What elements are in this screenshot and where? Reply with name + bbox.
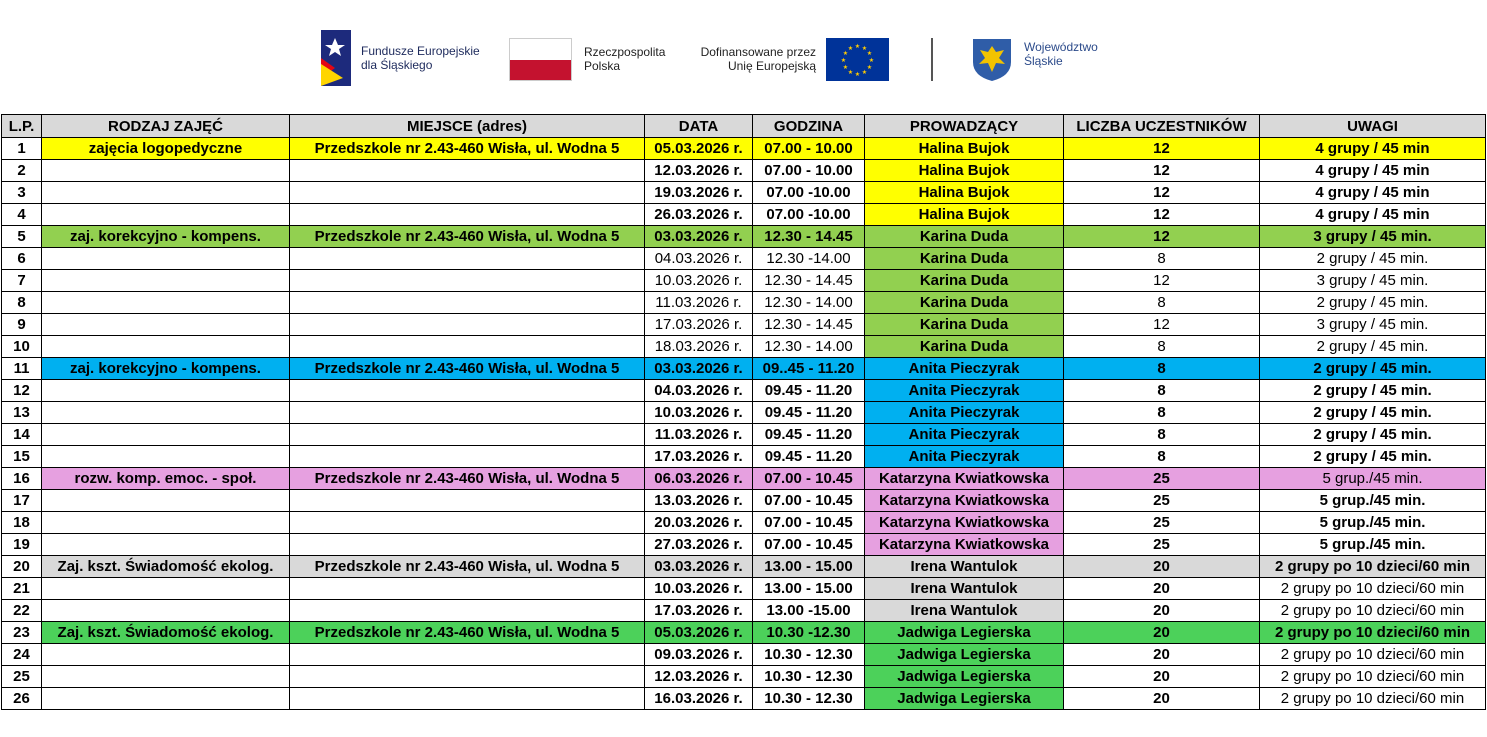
lp-cell: 14	[2, 424, 42, 446]
miejsce-cell	[290, 314, 645, 336]
prowadzacy-cell: Anita Pieczyrak	[865, 424, 1064, 446]
lp-cell: 26	[2, 688, 42, 710]
prowadzacy-cell: Karina Duda	[865, 336, 1064, 358]
prowadzacy-cell: Jadwiga Legierska	[865, 622, 1064, 644]
prowadzacy-cell: Anita Pieczyrak	[865, 380, 1064, 402]
table-row	[2, 688, 1486, 710]
liczba-cell: 12	[1064, 182, 1260, 204]
lp-cell: 13	[2, 402, 42, 424]
rodzaj-cell	[42, 182, 290, 204]
rp-line1: Rzeczpospolita	[584, 45, 666, 59]
svg-text:★: ★	[861, 45, 868, 52]
svg-text:★: ★	[866, 50, 873, 57]
lp-cell: 5	[2, 226, 42, 248]
miejsce-cell	[290, 688, 645, 710]
godzina-cell: 12.30 - 14.00	[753, 292, 865, 314]
logo-bar	[0, 0, 1487, 113]
prowadzacy-cell: Katarzyna Kwiatkowska	[865, 534, 1064, 556]
table-row	[2, 556, 1486, 578]
rodzaj-cell	[42, 314, 290, 336]
table-row	[2, 248, 1486, 270]
miejsce-cell	[290, 402, 645, 424]
liczba-cell: 8	[1064, 446, 1260, 468]
liczba-cell: 20	[1064, 578, 1260, 600]
fe-line1: Fundusze Europejskie	[361, 44, 480, 58]
uwagi-cell: 3 grupy / 45 min.	[1260, 226, 1486, 248]
data-cell: 03.03.2026 r.	[645, 358, 753, 380]
godzina-cell: 12.30 -14.00	[753, 248, 865, 270]
svg-text:★: ★	[854, 43, 861, 50]
table-row	[2, 622, 1486, 644]
liczba-cell: 8	[1064, 358, 1260, 380]
miejsce-cell	[290, 336, 645, 358]
svg-text:★: ★	[868, 57, 875, 64]
table-row	[2, 204, 1486, 226]
uwagi-cell: 2 grupy / 45 min.	[1260, 380, 1486, 402]
liczba-cell: 25	[1064, 468, 1260, 490]
uwagi-cell: 2 grupy / 45 min.	[1260, 336, 1486, 358]
uwagi-cell: 2 grupy po 10 dzieci/60 min	[1260, 644, 1486, 666]
miejsce-cell	[290, 578, 645, 600]
godzina-cell: 12.30 - 14.45	[753, 314, 865, 336]
svg-text:★: ★	[847, 69, 854, 76]
data-cell: 18.03.2026 r.	[645, 336, 753, 358]
lp-cell: 22	[2, 600, 42, 622]
godzina-cell: 07.00 - 10.00	[753, 160, 865, 182]
lp-cell: 20	[2, 556, 42, 578]
svg-text:★: ★	[847, 45, 854, 52]
data-cell: 06.03.2026 r.	[645, 468, 753, 490]
table-row	[2, 226, 1486, 248]
lp-cell: 9	[2, 314, 42, 336]
miejsce-cell	[290, 204, 645, 226]
prowadzacy-cell: Katarzyna Kwiatkowska	[865, 468, 1064, 490]
uwagi-cell: 2 grupy po 10 dzieci/60 min	[1260, 600, 1486, 622]
rp-line2: Polska	[584, 59, 621, 73]
liczba-cell: 8	[1064, 424, 1260, 446]
rp-logo-text	[584, 45, 665, 73]
svg-text:★: ★	[842, 50, 849, 57]
table-row	[2, 160, 1486, 182]
rodzaj-cell: zajęcia logopedyczne	[42, 138, 290, 160]
table-row	[2, 424, 1486, 446]
miejsce-header: MIEJSCE (adres)	[290, 115, 645, 138]
godzina-cell: 10.30 -12.30	[753, 622, 865, 644]
uwagi-cell: 3 grupy / 45 min.	[1260, 314, 1486, 336]
uwagi-cell: 3 grupy / 45 min.	[1260, 270, 1486, 292]
uwagi-cell: 5 grup./45 min.	[1260, 468, 1486, 490]
lp-cell: 24	[2, 644, 42, 666]
lp-cell: 23	[2, 622, 42, 644]
uwagi-cell: 2 grupy po 10 dzieci/60 min	[1260, 578, 1486, 600]
godzina-cell: 13.00 - 15.00	[753, 556, 865, 578]
data-cell: 17.03.2026 r.	[645, 600, 753, 622]
godzina-cell: 07.00 - 10.45	[753, 468, 865, 490]
liczba-cell: 12	[1064, 226, 1260, 248]
data-cell: 12.03.2026 r.	[645, 666, 753, 688]
ws-line1: Województwo	[1024, 40, 1098, 54]
data-cell: 10.03.2026 r.	[645, 402, 753, 424]
rodzaj-cell	[42, 248, 290, 270]
lp-cell: 1	[2, 138, 42, 160]
svg-text:★: ★	[866, 64, 873, 71]
liczba-cell: 20	[1064, 622, 1260, 644]
prowadzacy-cell: Karina Duda	[865, 226, 1064, 248]
uwagi-cell: 2 grupy po 10 dzieci/60 min	[1260, 688, 1486, 710]
godzina-cell: 09.45 - 11.20	[753, 380, 865, 402]
godzina-cell: 07.00 - 10.45	[753, 512, 865, 534]
prowadzacy-cell: Jadwiga Legierska	[865, 688, 1064, 710]
table-row	[2, 314, 1486, 336]
data-cell: 19.03.2026 r.	[645, 182, 753, 204]
data-cell: 11.03.2026 r.	[645, 424, 753, 446]
liczba-cell: 25	[1064, 534, 1260, 556]
liczba-cell: 8	[1064, 248, 1260, 270]
uwagi-cell: 2 grupy / 45 min.	[1260, 424, 1486, 446]
rodzaj-cell: Zaj. kszt. Świadomość ekolog.	[42, 556, 290, 578]
godzina-cell: 10.30 - 12.30	[753, 688, 865, 710]
rodzaj-cell	[42, 380, 290, 402]
table-row	[2, 468, 1486, 490]
data-header: DATA	[645, 115, 753, 138]
prowadzacy-cell: Irena Wantulok	[865, 600, 1064, 622]
miejsce-cell: Przedszkole nr 2.43-460 Wisła, ul. Wodna 5	[290, 556, 645, 578]
table-row	[2, 512, 1486, 534]
godzina-cell: 10.30 - 12.30	[753, 666, 865, 688]
data-cell: 20.03.2026 r.	[645, 512, 753, 534]
prowadzacy-cell: Halina Bujok	[865, 160, 1064, 182]
lp-cell: 4	[2, 204, 42, 226]
miejsce-cell: Przedszkole nr 2.43-460 Wisła, ul. Wodna 5	[290, 622, 645, 644]
table-row	[2, 666, 1486, 688]
prowadzacy-cell: Katarzyna Kwiatkowska	[865, 512, 1064, 534]
rodzaj-cell	[42, 688, 290, 710]
lp-cell: 10	[2, 336, 42, 358]
liczba-cell: 8	[1064, 402, 1260, 424]
prowadzacy-cell: Katarzyna Kwiatkowska	[865, 490, 1064, 512]
table-row	[2, 578, 1486, 600]
data-cell: 10.03.2026 r.	[645, 578, 753, 600]
prowadzacy-cell: Anita Pieczyrak	[865, 402, 1064, 424]
lp-cell: 8	[2, 292, 42, 314]
rodzaj-cell	[42, 424, 290, 446]
silesia-coat-of-arms-icon	[972, 38, 1012, 82]
uwagi-header: UWAGI	[1260, 115, 1486, 138]
godzina-cell: 09.45 - 11.20	[753, 424, 865, 446]
prowadzacy-cell: Jadwiga Legierska	[865, 666, 1064, 688]
godzina-cell: 12.30 - 14.00	[753, 336, 865, 358]
prowadzacy-cell: Anita Pieczyrak	[865, 358, 1064, 380]
table-row	[2, 336, 1486, 358]
rodzaj-cell	[42, 666, 290, 688]
liczba-cell: 20	[1064, 600, 1260, 622]
miejsce-cell	[290, 600, 645, 622]
rodzaj-cell	[42, 446, 290, 468]
lp-cell: 3	[2, 182, 42, 204]
liczba-cell: 12	[1064, 204, 1260, 226]
table-row	[2, 644, 1486, 666]
rodzaj-cell: zaj. korekcyjno - kompens.	[42, 358, 290, 380]
liczba-cell: 25	[1064, 490, 1260, 512]
rodzaj-header: RODZAJ ZAJĘĆ	[42, 115, 290, 138]
godzina-cell: 13.00 -15.00	[753, 600, 865, 622]
lp-cell: 7	[2, 270, 42, 292]
fe-logo-icon	[321, 30, 351, 86]
data-cell: 03.03.2026 r.	[645, 556, 753, 578]
data-cell: 05.03.2026 r.	[645, 138, 753, 160]
lp-cell: 16	[2, 468, 42, 490]
svg-text:★: ★	[842, 64, 849, 71]
ws-logo-text	[1024, 40, 1098, 68]
fe-logo-text	[361, 44, 480, 72]
data-cell: 17.03.2026 r.	[645, 314, 753, 336]
uwagi-cell: 5 grup./45 min.	[1260, 512, 1486, 534]
data-cell: 11.03.2026 r.	[645, 292, 753, 314]
miejsce-cell	[290, 160, 645, 182]
prowadzacy-cell: Irena Wantulok	[865, 556, 1064, 578]
liczba-cell: 8	[1064, 380, 1260, 402]
godzina-cell: 07.00 - 10.00	[753, 138, 865, 160]
miejsce-cell: Przedszkole nr 2.43-460 Wisła, ul. Wodna 5	[290, 468, 645, 490]
miejsce-cell	[290, 380, 645, 402]
godzina-cell: 07.00 -10.00	[753, 182, 865, 204]
liczba-cell: 12	[1064, 270, 1260, 292]
uwagi-cell: 4 grupy / 45 min	[1260, 138, 1486, 160]
prowadzacy-cell: Irena Wantulok	[865, 578, 1064, 600]
miejsce-cell	[290, 292, 645, 314]
uwagi-cell: 4 grupy / 45 min	[1260, 160, 1486, 182]
fe-line2: dla Śląskiego	[361, 58, 433, 72]
uwagi-cell: 2 grupy / 45 min.	[1260, 358, 1486, 380]
godzina-cell: 10.30 - 12.30	[753, 644, 865, 666]
rodzaj-cell	[42, 578, 290, 600]
prowadzacy-cell: Karina Duda	[865, 270, 1064, 292]
liczba-cell: 20	[1064, 644, 1260, 666]
lp-cell: 17	[2, 490, 42, 512]
rodzaj-cell	[42, 490, 290, 512]
table-row	[2, 600, 1486, 622]
godzina-cell: 07.00 - 10.45	[753, 534, 865, 556]
rodzaj-cell	[42, 204, 290, 226]
rodzaj-cell	[42, 512, 290, 534]
svg-text:★: ★	[861, 69, 868, 76]
liczba-cell: 20	[1064, 666, 1260, 688]
eu-line1: Dofinansowane przez	[700, 45, 816, 59]
eu-line2: Unię Europejską	[727, 59, 816, 73]
prowadzacy-cell: Karina Duda	[865, 314, 1064, 336]
uwagi-cell: 2 grupy po 10 dzieci/60 min	[1260, 622, 1486, 644]
liczba-cell: 12	[1064, 314, 1260, 336]
data-cell: 12.03.2026 r.	[645, 160, 753, 182]
uwagi-cell: 2 grupy / 45 min.	[1260, 402, 1486, 424]
uwagi-cell: 2 grupy po 10 dzieci/60 min	[1260, 666, 1486, 688]
lp-cell: 19	[2, 534, 42, 556]
rodzaj-cell	[42, 600, 290, 622]
table-row	[2, 270, 1486, 292]
lp-cell: 21	[2, 578, 42, 600]
table-row	[2, 534, 1486, 556]
table-row	[2, 138, 1486, 160]
liczba-cell: 12	[1064, 160, 1260, 182]
lp-cell: 15	[2, 446, 42, 468]
miejsce-cell	[290, 446, 645, 468]
godzina-cell: 13.00 - 15.00	[753, 578, 865, 600]
poland-flag-icon	[509, 38, 572, 81]
uwagi-cell: 5 grup./45 min.	[1260, 490, 1486, 512]
lp-cell: 12	[2, 380, 42, 402]
godzina-cell: 09..45 - 11.20	[753, 358, 865, 380]
data-cell: 09.03.2026 r.	[645, 644, 753, 666]
schedule-table	[1, 114, 1486, 710]
table-row	[2, 358, 1486, 380]
svg-text:★: ★	[854, 71, 861, 78]
data-cell: 26.03.2026 r.	[645, 204, 753, 226]
table-row	[2, 446, 1486, 468]
prowadzacy-cell: Halina Bujok	[865, 138, 1064, 160]
lp-cell: 25	[2, 666, 42, 688]
godzina-cell: 07.00 - 10.45	[753, 490, 865, 512]
lp-header: L.P.	[2, 115, 42, 138]
prowadzacy-cell: Karina Duda	[865, 292, 1064, 314]
prowadzacy-cell: Halina Bujok	[865, 204, 1064, 226]
uwagi-cell: 2 grupy / 45 min.	[1260, 248, 1486, 270]
uwagi-cell: 2 grupy / 45 min.	[1260, 292, 1486, 314]
liczba-cell: 20	[1064, 556, 1260, 578]
data-cell: 05.03.2026 r.	[645, 622, 753, 644]
uwagi-cell: 5 grup./45 min.	[1260, 534, 1486, 556]
data-cell: 16.03.2026 r.	[645, 688, 753, 710]
rodzaj-cell	[42, 644, 290, 666]
uwagi-cell: 2 grupy po 10 dzieci/60 min	[1260, 556, 1486, 578]
data-cell: 10.03.2026 r.	[645, 270, 753, 292]
svg-text:★: ★	[840, 57, 847, 64]
rodzaj-cell	[42, 336, 290, 358]
miejsce-cell	[290, 512, 645, 534]
miejsce-cell	[290, 666, 645, 688]
uwagi-cell: 4 grupy / 45 min	[1260, 182, 1486, 204]
data-cell: 04.03.2026 r.	[645, 380, 753, 402]
data-cell: 13.03.2026 r.	[645, 490, 753, 512]
miejsce-cell: Przedszkole nr 2.43-460 Wisła, ul. Wodna 5	[290, 138, 645, 160]
godzina-cell: 07.00 -10.00	[753, 204, 865, 226]
table-row	[2, 380, 1486, 402]
table-row	[2, 402, 1486, 424]
lp-cell: 6	[2, 248, 42, 270]
miejsce-cell	[290, 248, 645, 270]
uwagi-cell: 2 grupy / 45 min.	[1260, 446, 1486, 468]
rodzaj-cell: zaj. korekcyjno - kompens.	[42, 226, 290, 248]
godzina-cell: 12.30 - 14.45	[753, 270, 865, 292]
liczba-cell: 8	[1064, 292, 1260, 314]
prowadzacy-cell: Halina Bujok	[865, 182, 1064, 204]
lp-cell: 2	[2, 160, 42, 182]
godzina-cell: 09.45 - 11.20	[753, 402, 865, 424]
liczba-cell: 20	[1064, 688, 1260, 710]
data-cell: 27.03.2026 r.	[645, 534, 753, 556]
miejsce-cell	[290, 534, 645, 556]
prowadzacy-header: PROWADZĄCY	[865, 115, 1064, 138]
miejsce-cell	[290, 182, 645, 204]
lp-cell: 18	[2, 512, 42, 534]
data-cell: 17.03.2026 r.	[645, 446, 753, 468]
data-cell: 04.03.2026 r.	[645, 248, 753, 270]
rodzaj-cell	[42, 534, 290, 556]
rodzaj-cell: rozw. komp. emoc. - społ.	[42, 468, 290, 490]
lp-cell: 11	[2, 358, 42, 380]
miejsce-cell	[290, 270, 645, 292]
rodzaj-cell	[42, 160, 290, 182]
eu-logo-text	[690, 45, 816, 73]
godzina-header: GODZINA	[753, 115, 865, 138]
rodzaj-cell	[42, 270, 290, 292]
data-cell: 03.03.2026 r.	[645, 226, 753, 248]
table-header-row	[2, 115, 1486, 138]
liczba-cell: 8	[1064, 336, 1260, 358]
prowadzacy-cell: Anita Pieczyrak	[865, 446, 1064, 468]
ws-line2: Śląskie	[1024, 54, 1063, 68]
uwagi-cell: 4 grupy / 45 min	[1260, 204, 1486, 226]
miejsce-cell: Przedszkole nr 2.43-460 Wisła, ul. Wodna 5	[290, 226, 645, 248]
eu-flag-icon	[826, 38, 889, 81]
prowadzacy-cell: Jadwiga Legierska	[865, 644, 1064, 666]
rodzaj-cell: Zaj. kszt. Świadomość ekolog.	[42, 622, 290, 644]
miejsce-cell: Przedszkole nr 2.43-460 Wisła, ul. Wodna 5	[290, 358, 645, 380]
rodzaj-cell	[42, 402, 290, 424]
logo-separator	[931, 38, 933, 81]
liczba-cell: 25	[1064, 512, 1260, 534]
table-row	[2, 182, 1486, 204]
liczba-header: LICZBA UCZESTNIKÓW	[1064, 115, 1260, 138]
liczba-cell: 12	[1064, 138, 1260, 160]
prowadzacy-cell: Karina Duda	[865, 248, 1064, 270]
miejsce-cell	[290, 490, 645, 512]
miejsce-cell	[290, 644, 645, 666]
miejsce-cell	[290, 424, 645, 446]
godzina-cell: 09.45 - 11.20	[753, 446, 865, 468]
table-row	[2, 292, 1486, 314]
table-row	[2, 490, 1486, 512]
godzina-cell: 12.30 - 14.45	[753, 226, 865, 248]
rodzaj-cell	[42, 292, 290, 314]
